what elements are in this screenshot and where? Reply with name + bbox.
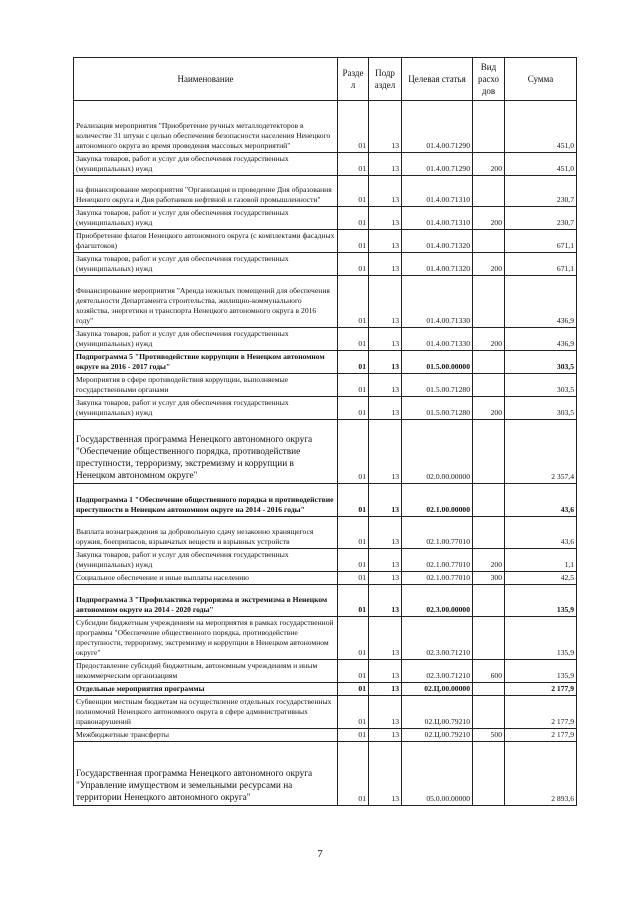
row-section: 01 bbox=[338, 683, 369, 696]
row-sum: 303,5 bbox=[505, 351, 577, 374]
row-target-article: 01.4.00.71320 bbox=[402, 230, 473, 253]
row-name: Подпрограмма 3 "Профилактика терроризма и экстремизма в Ненецком автономном округе на 2014 - 2020 годы" bbox=[74, 585, 338, 617]
row-sum: 135,9 bbox=[505, 585, 577, 617]
table-row bbox=[74, 729, 577, 742]
header-expense-type: Вид расхо дов bbox=[473, 58, 505, 101]
row-section: 01 bbox=[338, 253, 369, 276]
table-row bbox=[74, 572, 577, 585]
row-subsection: 13 bbox=[369, 549, 402, 572]
table-row bbox=[74, 585, 577, 617]
row-sum: 230,7 bbox=[505, 207, 577, 230]
row-sum: 135,9 bbox=[505, 660, 577, 683]
row-expense-type bbox=[473, 484, 505, 517]
row-expense-type: 200 bbox=[473, 397, 505, 420]
row-expense-type bbox=[473, 420, 505, 484]
row-section: 01 bbox=[338, 101, 369, 153]
row-sum: 2 177,9 bbox=[505, 683, 577, 696]
row-name: Государственная программа Ненецкого автономного округа "Управление имуществом и земельными ресурсами на территории Ненецкого автономного округа" bbox=[74, 742, 338, 806]
row-name: Субвенции местным бюджетам на осуществление отдельных государственных полномочий Ненецкого автономного округа в сфере административных правонарушений bbox=[74, 696, 338, 729]
row-target-article: 01.4.00.71320 bbox=[402, 253, 473, 276]
table-row bbox=[74, 696, 577, 729]
row-target-article: 02.3.00.71210 bbox=[402, 617, 473, 660]
row-section: 01 bbox=[338, 351, 369, 374]
row-target-article: 01.4.00.71310 bbox=[402, 207, 473, 230]
row-subsection: 13 bbox=[369, 207, 402, 230]
row-sum: 42,5 bbox=[505, 572, 577, 585]
row-name: Закупка товаров, работ и услуг для обеспечения государственных (муниципальных) нужд bbox=[74, 328, 338, 351]
row-expense-type bbox=[473, 176, 505, 207]
row-subsection: 13 bbox=[369, 253, 402, 276]
row-name: Закупка товаров, работ и услуг для обеспечения государственных (муниципальных) нужд bbox=[74, 549, 338, 572]
row-sum: 43,6 bbox=[505, 484, 577, 517]
row-expense-type bbox=[473, 617, 505, 660]
row-section: 01 bbox=[338, 230, 369, 253]
row-subsection: 13 bbox=[369, 696, 402, 729]
row-name: Выплата вознаграждения за добровольную сдачу незаконно хранящегося оружия, боеприпасов, взрывчатых веществ и взрывных устройств bbox=[74, 517, 338, 549]
row-expense-type: 200 bbox=[473, 153, 505, 176]
row-subsection: 13 bbox=[369, 397, 402, 420]
row-section: 01 bbox=[338, 397, 369, 420]
row-name: Мероприятия в сфере противодействия коррупции, выполняемые государственными органами bbox=[74, 374, 338, 397]
row-sum: 671,1 bbox=[505, 230, 577, 253]
row-sum: 671,1 bbox=[505, 253, 577, 276]
row-expense-type: 500 bbox=[473, 729, 505, 742]
row-target-article: 02.3.00.71210 bbox=[402, 660, 473, 683]
row-section: 01 bbox=[338, 276, 369, 328]
row-section: 01 bbox=[338, 549, 369, 572]
row-target-article: 01.4.00.71330 bbox=[402, 328, 473, 351]
row-target-article: 01.4.00.71310 bbox=[402, 176, 473, 207]
row-sum: 436,9 bbox=[505, 328, 577, 351]
row-target-article: 02.1.00.00000 bbox=[402, 484, 473, 517]
row-subsection: 13 bbox=[369, 683, 402, 696]
row-expense-type: 600 bbox=[473, 660, 505, 683]
row-name: Межбюджетные трансферты bbox=[74, 729, 338, 742]
table-row bbox=[74, 176, 577, 207]
row-expense-type: 200 bbox=[473, 207, 505, 230]
row-sum: 135,9 bbox=[505, 617, 577, 660]
header-sum: Сумма bbox=[505, 58, 577, 101]
row-expense-type bbox=[473, 696, 505, 729]
row-target-article: 02.Ц.00.79210 bbox=[402, 729, 473, 742]
row-sum: 1,1 bbox=[505, 549, 577, 572]
row-section: 01 bbox=[338, 328, 369, 351]
row-expense-type bbox=[473, 585, 505, 617]
row-name: Приобретение флагов Ненецкого автономного округа (с комплектами фасадных флагштоков) bbox=[74, 230, 338, 253]
row-name: Субсидии бюджетным учреждениям на мероприятия в рамках государственной программы "Обеспечение общественного порядка, противодействие преступности, терроризму, экстремизму и коррупции в Ненецком автономном округе" bbox=[74, 617, 338, 660]
row-expense-type bbox=[473, 517, 505, 549]
table-row bbox=[74, 253, 577, 276]
row-name: Реализация мероприятия "Приобретение ручных металлодетекторов в количестве 31 штуки с целью обеспечения безопасности населения Ненецкого автономного округа во время проведения массовых мероприятий" bbox=[74, 101, 338, 153]
row-expense-type bbox=[473, 351, 505, 374]
table-row bbox=[74, 517, 577, 549]
row-expense-type bbox=[473, 374, 505, 397]
row-target-article: 01.4.00.71290 bbox=[402, 153, 473, 176]
row-target-article: 02.1.00.77010 bbox=[402, 549, 473, 572]
row-section: 01 bbox=[338, 374, 369, 397]
table-row bbox=[74, 484, 577, 517]
row-subsection: 13 bbox=[369, 617, 402, 660]
row-target-article: 05.0.00.00000 bbox=[402, 742, 473, 806]
row-subsection: 13 bbox=[369, 276, 402, 328]
row-target-article: 02.3.00.00000 bbox=[402, 585, 473, 617]
row-name: на финансирование мероприятия "Организация и проведение Дня образования Ненецкого округа и Дня работников нефтяной и газовой промышленности" bbox=[74, 176, 338, 207]
row-subsection: 13 bbox=[369, 517, 402, 549]
row-expense-type bbox=[473, 742, 505, 806]
row-expense-type bbox=[473, 683, 505, 696]
row-subsection: 13 bbox=[369, 572, 402, 585]
table-row bbox=[74, 742, 577, 806]
header-name: Наименование bbox=[74, 58, 338, 101]
row-name: Закупка товаров, работ и услуг для обеспечения государственных (муниципальных) нужд bbox=[74, 397, 338, 420]
header-section: Разде л bbox=[338, 58, 369, 101]
row-subsection: 13 bbox=[369, 585, 402, 617]
table-row bbox=[74, 207, 577, 230]
row-subsection: 13 bbox=[369, 420, 402, 484]
table-row bbox=[74, 549, 577, 572]
row-name: Подпрограмма 1 "Обеспечение общественного порядка и противодействие преступности в Ненецком автономном округе на 2014 - 2016 годы" bbox=[74, 484, 338, 517]
row-subsection: 13 bbox=[369, 101, 402, 153]
row-expense-type bbox=[473, 230, 505, 253]
row-section: 01 bbox=[338, 696, 369, 729]
row-sum: 2 357,4 bbox=[505, 420, 577, 484]
row-sum: 2 177,9 bbox=[505, 729, 577, 742]
row-target-article: 02.Ц.00.00000 bbox=[402, 683, 473, 696]
table-row bbox=[74, 683, 577, 696]
row-section: 01 bbox=[338, 207, 369, 230]
row-name: Подпрограмма 5 "Противодействие коррупции в Ненецком автономном округе на 2016 - 2017 годы" bbox=[74, 351, 338, 374]
table-row bbox=[74, 276, 577, 328]
row-name: Финансирование мероприятия "Аренда нежилых помещений для обеспечения деятельности Департамента строительства, жилищно-коммунального хозяйства, энергетики и транспорта Ненецкого автономного округа в 2016 году" bbox=[74, 276, 338, 328]
row-subsection: 13 bbox=[369, 176, 402, 207]
row-name: Предоставление субсидий бюджетным, автономным учреждениям и иным некоммерческим организациям bbox=[74, 660, 338, 683]
row-expense-type bbox=[473, 101, 505, 153]
row-section: 01 bbox=[338, 517, 369, 549]
row-subsection: 13 bbox=[369, 153, 402, 176]
row-subsection: 13 bbox=[369, 328, 402, 351]
page-number: 7 bbox=[317, 848, 323, 860]
row-expense-type: 200 bbox=[473, 328, 505, 351]
row-name: Социальное обеспечение и иные выплаты населению bbox=[74, 572, 338, 585]
row-sum: 303,5 bbox=[505, 397, 577, 420]
row-sum: 43,6 bbox=[505, 517, 577, 549]
row-sum: 303,5 bbox=[505, 374, 577, 397]
row-subsection: 13 bbox=[369, 484, 402, 517]
table-row bbox=[74, 420, 577, 484]
table-body bbox=[74, 101, 577, 806]
row-section: 01 bbox=[338, 420, 369, 484]
row-expense-type bbox=[473, 276, 505, 328]
row-section: 01 bbox=[338, 729, 369, 742]
row-section: 01 bbox=[338, 153, 369, 176]
row-subsection: 13 bbox=[369, 374, 402, 397]
table-row bbox=[74, 101, 577, 153]
table-row bbox=[74, 660, 577, 683]
row-target-article: 02.1.00.77010 bbox=[402, 517, 473, 549]
table-header-row bbox=[74, 58, 577, 101]
row-sum: 451,0 bbox=[505, 153, 577, 176]
row-target-article: 01.4.00.71330 bbox=[402, 276, 473, 328]
row-section: 01 bbox=[338, 484, 369, 517]
row-subsection: 13 bbox=[369, 742, 402, 806]
row-expense-type: 200 bbox=[473, 253, 505, 276]
table-row bbox=[74, 617, 577, 660]
table-row bbox=[74, 351, 577, 374]
row-expense-type: 300 bbox=[473, 572, 505, 585]
row-target-article: 02.Ц.00.79210 bbox=[402, 696, 473, 729]
row-section: 01 bbox=[338, 660, 369, 683]
header-target-article: Целевая статья bbox=[402, 58, 473, 101]
row-name: Закупка товаров, работ и услуг для обеспечения государственных (муниципальных) нужд bbox=[74, 253, 338, 276]
row-name: Закупка товаров, работ и услуг для обеспечения государственных (муниципальных) нужд bbox=[74, 153, 338, 176]
budget-table bbox=[73, 57, 577, 806]
table-row bbox=[74, 397, 577, 420]
row-section: 01 bbox=[338, 176, 369, 207]
table-row bbox=[74, 328, 577, 351]
table-row bbox=[74, 374, 577, 397]
header-subsection: Подр аздел bbox=[369, 58, 402, 101]
row-target-article: 02.0.00.00000 bbox=[402, 420, 473, 484]
row-name: Закупка товаров, работ и услуг для обеспечения государственных (муниципальных) нужд bbox=[74, 207, 338, 230]
row-subsection: 13 bbox=[369, 230, 402, 253]
row-section: 01 bbox=[338, 585, 369, 617]
row-target-article: 02.1.00.77010 bbox=[402, 572, 473, 585]
row-expense-type: 200 bbox=[473, 549, 505, 572]
row-sum: 451,0 bbox=[505, 101, 577, 153]
row-target-article: 01.5.00.71280 bbox=[402, 397, 473, 420]
row-subsection: 13 bbox=[369, 351, 402, 374]
row-sum: 2 177,9 bbox=[505, 696, 577, 729]
row-section: 01 bbox=[338, 742, 369, 806]
row-subsection: 13 bbox=[369, 660, 402, 683]
row-sum: 436,9 bbox=[505, 276, 577, 328]
row-sum: 2 893,6 bbox=[505, 742, 577, 806]
table-row bbox=[74, 230, 577, 253]
row-subsection: 13 bbox=[369, 729, 402, 742]
row-name: Отдельные мероприятия программы bbox=[74, 683, 338, 696]
row-target-article: 01.4.00.71290 bbox=[402, 101, 473, 153]
row-target-article: 01.5.00.00000 bbox=[402, 351, 473, 374]
row-section: 01 bbox=[338, 617, 369, 660]
table-row bbox=[74, 153, 577, 176]
row-name: Государственная программа Ненецкого автономного округа "Обеспечение общественного порядка, противодействие преступности, терроризму, экстремизму и коррупции в Ненецком автономном округе" bbox=[74, 420, 338, 484]
row-target-article: 01.5.00.71280 bbox=[402, 374, 473, 397]
row-sum: 230,7 bbox=[505, 176, 577, 207]
row-section: 01 bbox=[338, 572, 369, 585]
